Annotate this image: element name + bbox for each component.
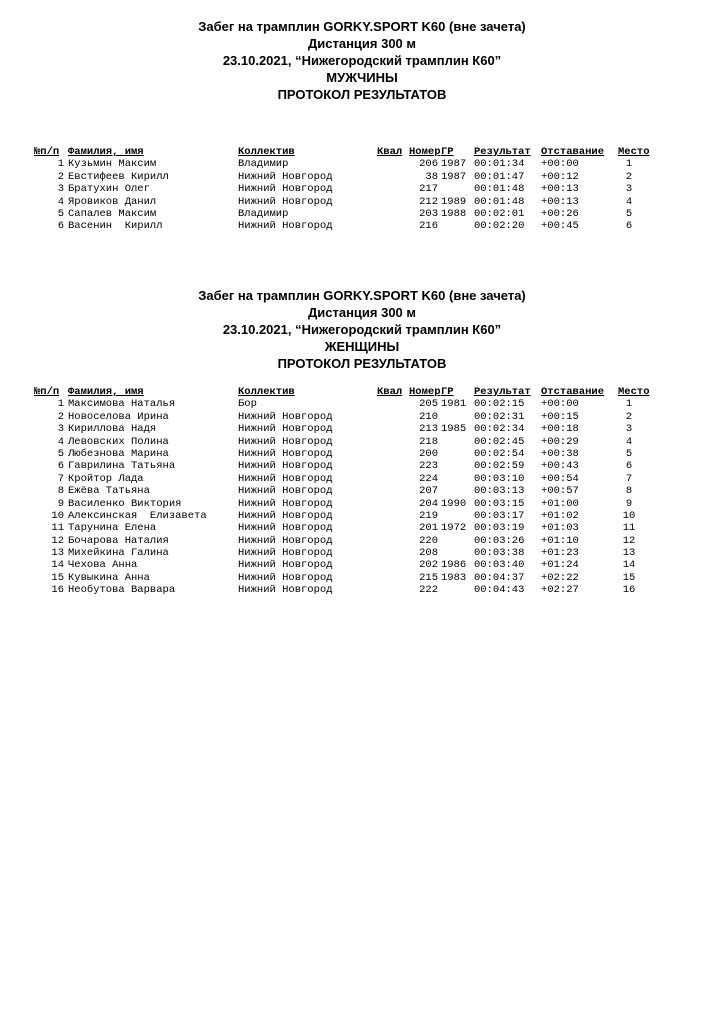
cell-place: 2: [625, 410, 633, 423]
cell-birth-year: 1987: [441, 170, 467, 183]
cell-result: 00:02:54: [474, 447, 525, 460]
women-group: ЖЕНЩИНЫ: [324, 339, 400, 354]
cell-bib: 217: [419, 183, 438, 196]
cell-team: Бор: [238, 398, 257, 411]
cell-result: 00:03:26: [474, 534, 525, 547]
men-protocol: ПРОТОКОЛ РЕЗУЛЬТАТОВ: [277, 87, 447, 102]
cell-bib: 218: [419, 435, 438, 448]
cell-result: 00:03:13: [474, 485, 525, 498]
cell-name: Алексинская Елизавета: [68, 509, 207, 522]
table-row: [0, 460, 724, 472]
col-kval-header: Квал: [377, 386, 403, 398]
cell-name: Яровиков Данил: [68, 195, 157, 208]
cell-result: 00:01:34: [474, 158, 525, 171]
cell-place: 15: [622, 571, 636, 584]
cell-gap: +01:03: [541, 522, 579, 535]
cell-num: 5: [57, 447, 64, 460]
cell-gap: +01:23: [541, 547, 579, 560]
cell-team: Нижний Новгород: [238, 220, 333, 233]
cell-num: 1: [57, 158, 64, 171]
col-num-header: №п/п: [34, 386, 60, 398]
cell-num: 15: [51, 571, 64, 584]
cell-num: 6: [57, 220, 64, 233]
cell-num: 4: [57, 435, 64, 448]
cell-gap: +00:29: [541, 435, 579, 448]
table-row: [0, 473, 724, 485]
cell-gap: +02:27: [541, 584, 579, 597]
cell-bib: 213: [419, 423, 438, 436]
women-title: Забег на трамплин GORKY.SPORT K60 (вне зачета): [198, 288, 526, 303]
table-row: [0, 498, 724, 510]
cell-place: 5: [625, 447, 633, 460]
cell-team: Нижний Новгород: [238, 410, 333, 423]
table-row: [0, 171, 724, 183]
cell-name: Левовских Полина: [68, 435, 169, 448]
cell-gap: +00:45: [541, 220, 579, 233]
cell-gap: +00:54: [541, 472, 579, 485]
cell-birth-year: 1988: [441, 207, 467, 220]
cell-team: Нижний Новгород: [238, 485, 333, 498]
cell-place: 4: [625, 195, 633, 208]
cell-bib: 219: [419, 509, 438, 522]
cell-num: 2: [57, 410, 64, 423]
women-date-place: 23.10.2021, “Нижегородский трамплин К60”: [222, 322, 502, 337]
table-row: [0, 208, 724, 220]
men-title: Забег на трамплин GORKY.SPORT K60 (вне зачета): [198, 19, 526, 34]
col-team-header: Коллектив: [238, 386, 295, 398]
table-row: [0, 183, 724, 195]
cell-name: Михейкина Галина: [68, 547, 169, 560]
cell-birth-year: 1989: [441, 195, 467, 208]
cell-team: Владимир: [238, 158, 289, 171]
table-header-row: [0, 146, 724, 158]
cell-team: Нижний Новгород: [238, 435, 333, 448]
cell-num: 12: [51, 534, 64, 547]
cell-place: 4: [625, 435, 633, 448]
cell-team: Нижний Новгород: [238, 497, 333, 510]
cell-num: 13: [51, 547, 64, 560]
cell-num: 5: [57, 207, 64, 220]
cell-num: 6: [57, 460, 64, 473]
cell-result: 00:02:45: [474, 435, 525, 448]
cell-result: 00:04:43: [474, 584, 525, 597]
cell-gap: +00:38: [541, 447, 579, 460]
cell-result: 00:03:15: [474, 497, 525, 510]
men-group: МУЖЧИНЫ: [326, 70, 398, 85]
cell-bib: 222: [419, 584, 438, 597]
cell-name: Братухин Олег: [68, 183, 150, 196]
cell-gap: +01:24: [541, 559, 579, 572]
men-rows: [0, 158, 724, 232]
women-distance: Дистанция 300 м: [307, 305, 417, 320]
col-gr-header: ГР: [441, 146, 454, 158]
cell-name: Кувыкина Анна: [68, 571, 150, 584]
cell-place: 9: [625, 497, 633, 510]
cell-place: 3: [625, 183, 633, 196]
cell-bib: 220: [419, 534, 438, 547]
cell-team: Нижний Новгород: [238, 522, 333, 535]
cell-name: Василенко Виктория: [68, 497, 182, 510]
table-row: [0, 559, 724, 571]
cell-place: 6: [625, 220, 633, 233]
cell-result: 00:04:37: [474, 571, 525, 584]
cell-num: 7: [57, 472, 64, 485]
cell-gap: +00:00: [541, 398, 579, 411]
col-team-header: Коллектив: [238, 146, 295, 158]
men-date-place: 23.10.2021, “Нижегородский трамплин К60”: [222, 53, 502, 68]
table-row: [0, 522, 724, 534]
cell-result: 00:01:47: [474, 170, 525, 183]
cell-name: Сапалев Максим: [68, 207, 157, 220]
table-row: [0, 436, 724, 448]
table-row: [0, 411, 724, 423]
cell-result: 00:02:59: [474, 460, 525, 473]
table-row: [0, 547, 724, 559]
cell-gap: +00:15: [541, 410, 579, 423]
cell-gap: +00:43: [541, 460, 579, 473]
cell-gap: +00:57: [541, 485, 579, 498]
table-row: [0, 448, 724, 460]
table-row: [0, 398, 724, 410]
cell-bib: 206: [419, 158, 438, 171]
cell-place: 16: [622, 584, 636, 597]
col-name-header: Фамилия, имя: [68, 146, 144, 158]
cell-num: 14: [51, 559, 64, 572]
cell-num: 4: [57, 195, 64, 208]
cell-bib: 200: [419, 447, 438, 460]
table-header-row: [0, 386, 724, 398]
cell-bib: 208: [419, 547, 438, 560]
cell-name: Любезнова Марина: [68, 447, 169, 460]
cell-place: 7: [625, 472, 633, 485]
table-row: [0, 510, 724, 522]
men-results-table: [0, 146, 724, 233]
cell-gap: +00:26: [541, 207, 579, 220]
cell-place: 6: [625, 460, 633, 473]
men-header: [0, 18, 724, 103]
cell-result: 00:03:17: [474, 509, 525, 522]
col-kval-header: Квал: [377, 146, 403, 158]
table-row: [0, 158, 724, 170]
cell-birth-year: 1986: [441, 559, 467, 572]
cell-name: Кириллова Надя: [68, 423, 157, 436]
cell-result: 00:03:10: [474, 472, 525, 485]
col-bib-header: Номер: [409, 386, 441, 398]
cell-place: 1: [625, 398, 633, 411]
cell-bib: 207: [419, 485, 438, 498]
cell-team: Нижний Новгород: [238, 534, 333, 547]
cell-bib: 212: [419, 195, 438, 208]
col-gap-header: Отставание: [541, 146, 605, 158]
cell-place: 14: [622, 559, 636, 572]
cell-name: Евстифеев Кирилл: [68, 170, 169, 183]
cell-place: 5: [625, 207, 633, 220]
cell-gap: +00:13: [541, 183, 579, 196]
col-gr-header: ГР: [441, 386, 454, 398]
cell-result: 00:01:48: [474, 195, 525, 208]
table-row: [0, 485, 724, 497]
cell-bib: 202: [419, 559, 438, 572]
cell-bib: 210: [419, 410, 438, 423]
cell-team: Нижний Новгород: [238, 584, 333, 597]
cell-birth-year: 1983: [441, 571, 467, 584]
cell-bib: 204: [419, 497, 438, 510]
women-protocol: ПРОТОКОЛ РЕЗУЛЬТАТОВ: [277, 356, 447, 371]
cell-result: 00:02:20: [474, 220, 525, 233]
cell-num: 10: [51, 509, 64, 522]
col-result-header: Результат: [474, 146, 531, 158]
women-rows: [0, 398, 724, 596]
cell-result: 00:01:48: [474, 183, 525, 196]
cell-name: Необутова Варвара: [68, 584, 176, 597]
cell-gap: +00:13: [541, 195, 579, 208]
cell-place: 3: [625, 423, 633, 436]
cell-bib: 205: [419, 398, 438, 411]
table-row: [0, 196, 724, 208]
cell-bib: 215: [419, 571, 438, 584]
cell-gap: +00:18: [541, 423, 579, 436]
cell-bib: 216: [419, 220, 438, 233]
cell-name: Новоселова Ирина: [68, 410, 169, 423]
cell-place: 12: [622, 534, 636, 547]
cell-birth-year: 1981: [441, 398, 467, 411]
table-row: [0, 220, 724, 232]
cell-name: Кузьмин Максим: [68, 158, 157, 171]
cell-name: Кройтор Лада: [68, 472, 144, 485]
cell-team: Нижний Новгород: [238, 195, 333, 208]
cell-name: Ежёва Татьяна: [68, 485, 150, 498]
cell-team: Нижний Новгород: [238, 571, 333, 584]
cell-team: Нижний Новгород: [238, 170, 333, 183]
cell-num: 2: [57, 170, 64, 183]
cell-num: 16: [51, 584, 64, 597]
cell-place: 11: [622, 522, 636, 535]
cell-birth-year: 1985: [441, 423, 467, 436]
cell-place: 1: [625, 158, 633, 171]
cell-gap: +01:10: [541, 534, 579, 547]
cell-bib: 201: [419, 522, 438, 535]
table-row: [0, 584, 724, 596]
col-place-header: Место: [618, 146, 650, 158]
cell-num: 3: [57, 183, 64, 196]
women-results-table: [0, 386, 724, 597]
cell-gap: +00:12: [541, 170, 579, 183]
cell-team: Нижний Новгород: [238, 447, 333, 460]
cell-bib: 38: [425, 170, 438, 183]
cell-bib: 223: [419, 460, 438, 473]
women-header: [0, 287, 724, 372]
cell-place: 10: [622, 509, 636, 522]
col-bib-header: Номер: [409, 146, 441, 158]
col-num-header: №п/п: [34, 146, 60, 158]
col-gap-header: Отставание: [541, 386, 605, 398]
cell-result: 00:02:01: [474, 207, 525, 220]
cell-name: Бочарова Наталия: [68, 534, 169, 547]
table-row: [0, 423, 724, 435]
cell-gap: +01:00: [541, 497, 579, 510]
cell-team: Нижний Новгород: [238, 509, 333, 522]
cell-team: Владимир: [238, 207, 289, 220]
cell-bib: 203: [419, 207, 438, 220]
cell-team: Нижний Новгород: [238, 423, 333, 436]
cell-team: Нижний Новгород: [238, 472, 333, 485]
cell-num: 8: [57, 485, 64, 498]
cell-birth-year: 1990: [441, 497, 467, 510]
cell-num: 1: [57, 398, 64, 411]
cell-team: Нижний Новгород: [238, 460, 333, 473]
cell-place: 2: [625, 170, 633, 183]
cell-num: 11: [51, 522, 64, 535]
cell-birth-year: 1987: [441, 158, 467, 171]
cell-team: Нижний Новгород: [238, 547, 333, 560]
cell-num: 9: [57, 497, 64, 510]
cell-bib: 224: [419, 472, 438, 485]
table-row: [0, 535, 724, 547]
cell-result: 00:02:31: [474, 410, 525, 423]
cell-team: Нижний Новгород: [238, 559, 333, 572]
cell-gap: +01:02: [541, 509, 579, 522]
cell-name: Гаврилина Татьяна: [68, 460, 176, 473]
cell-result: 00:03:38: [474, 547, 525, 560]
cell-birth-year: 1972: [441, 522, 467, 535]
cell-name: Чехова Анна: [68, 559, 138, 572]
men-distance: Дистанция 300 м: [307, 36, 417, 51]
cell-place: 8: [625, 485, 633, 498]
col-name-header: Фамилия, имя: [68, 386, 144, 398]
cell-result: 00:02:34: [474, 423, 525, 436]
cell-team: Нижний Новгород: [238, 183, 333, 196]
col-place-header: Место: [618, 386, 650, 398]
table-row: [0, 572, 724, 584]
col-result-header: Результат: [474, 386, 531, 398]
cell-name: Максимова Наталья: [68, 398, 176, 411]
cell-gap: +02:22: [541, 571, 579, 584]
cell-result: 00:03:40: [474, 559, 525, 572]
cell-result: 00:03:19: [474, 522, 525, 535]
cell-num: 3: [57, 423, 64, 436]
cell-result: 00:02:15: [474, 398, 525, 411]
cell-place: 13: [622, 547, 636, 560]
cell-name: Тарунина Елена: [68, 522, 157, 535]
cell-name: Васенин Кирилл: [68, 220, 163, 233]
cell-gap: +00:00: [541, 158, 579, 171]
